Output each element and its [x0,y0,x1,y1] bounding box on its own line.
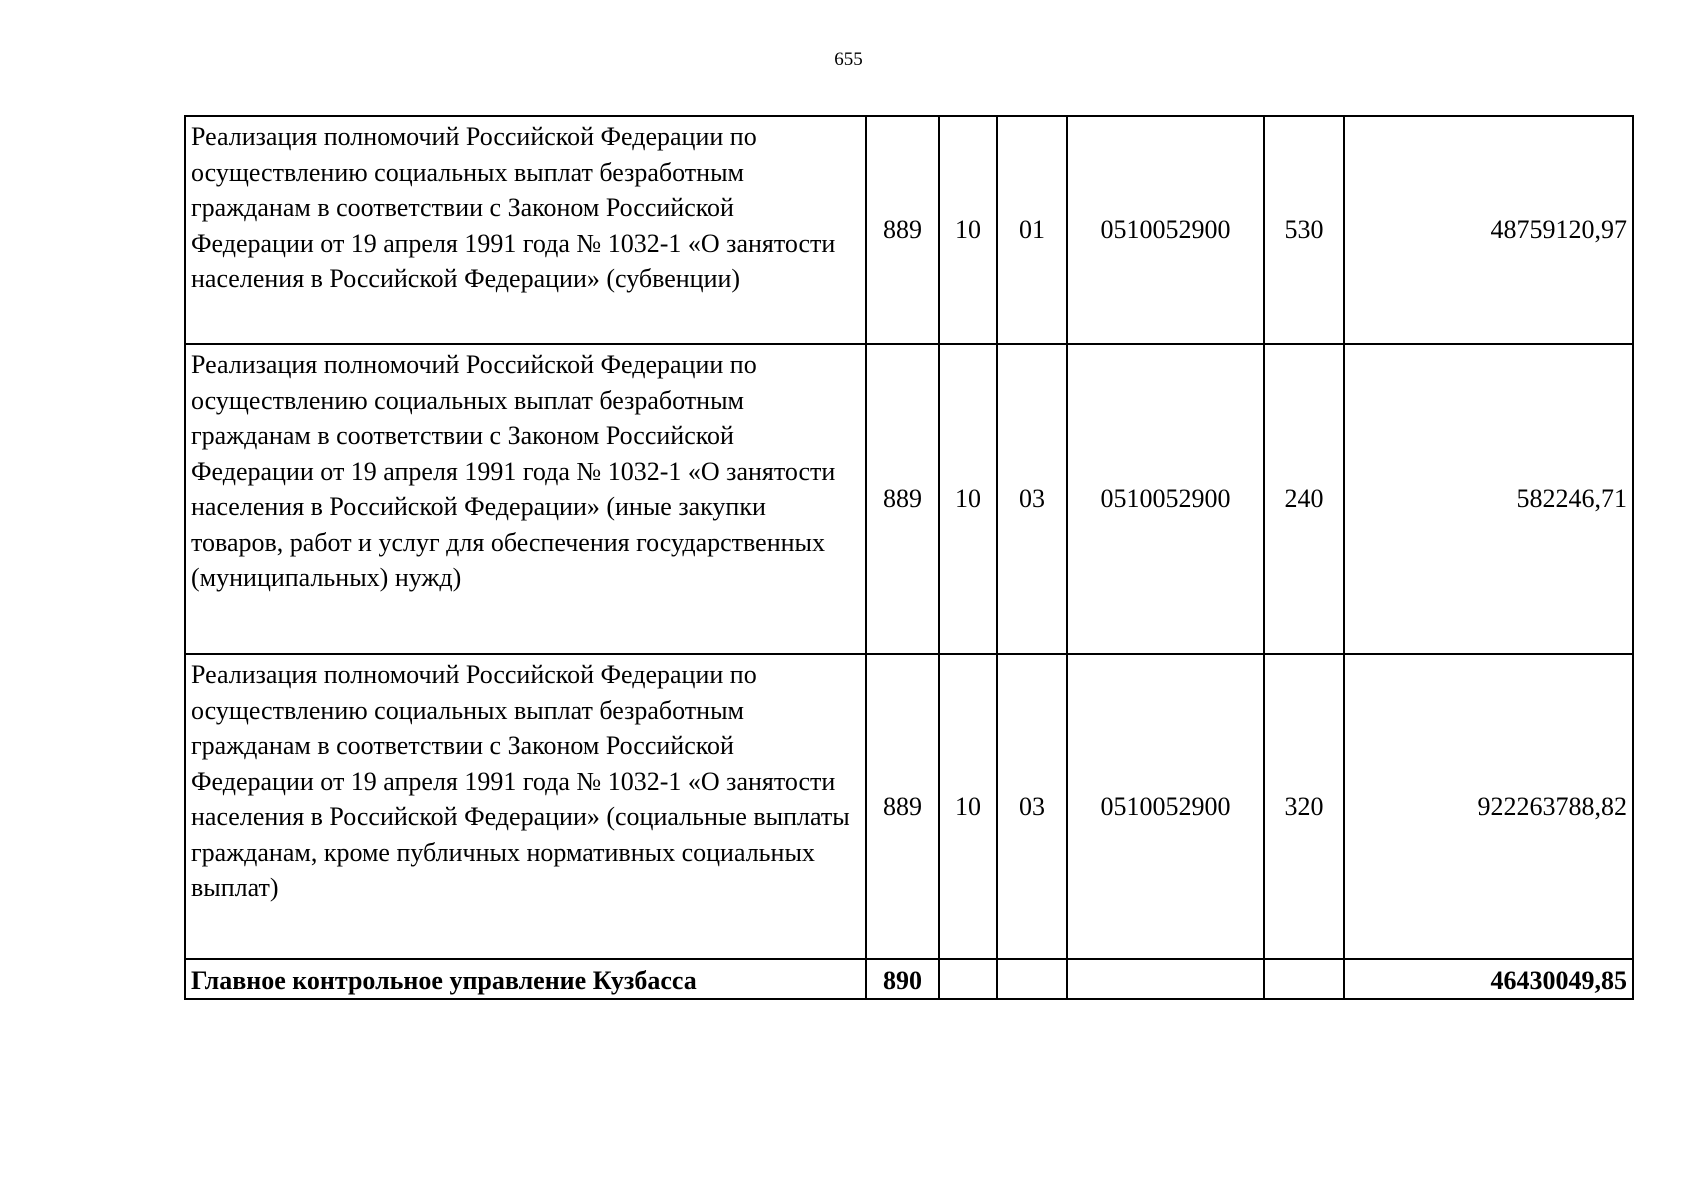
budget-table [184,115,1634,1000]
expense-type-code: 530 [1264,116,1344,344]
table-row [185,654,1633,959]
row-description: Реализация полномочий Российской Федерации по осуществлению социальных выплат безработным гражданам в соответствии с Законом Российской Федерации от 19 апреля 1991 года № 1032-1 «О занятости населения в Российской Федерации» (социальные выплаты гражданам, кроме публичных нормативных социальных выплат) [185,654,866,959]
target-article-code: 0510052900 [1067,116,1264,344]
section-code [939,959,997,999]
row-description: Реализация полномочий Российской Федерации по осуществлению социальных выплат безработным гражданам в соответствии с Законом Российской Федерации от 19 апреля 1991 года № 1032-1 «О занятости населения в Российской Федерации» (иные закупки товаров, работ и услуг для обеспечения государственных (муниципальных) нужд) [185,344,866,654]
amount: 922263788,82 [1344,654,1633,959]
ministry-code: 889 [866,344,939,654]
table-row-total [185,959,1633,999]
ministry-code: 889 [866,654,939,959]
target-article-code: 0510052900 [1067,344,1264,654]
subsection-code: 03 [997,344,1067,654]
subsection-code: 01 [997,116,1067,344]
row-description: Реализация полномочий Российской Федерации по осуществлению социальных выплат безработным гражданам в соответствии с Законом Российской Федерации от 19 апреля 1991 года № 1032-1 «О занятости населения в Российской Федерации» (субвенции) [185,116,866,344]
subsection-code: 03 [997,654,1067,959]
amount: 582246,71 [1344,344,1633,654]
target-article-code [1067,959,1264,999]
expense-type-code [1264,959,1344,999]
amount: 46430049,85 [1344,959,1633,999]
section-code: 10 [939,654,997,959]
subsection-code [997,959,1067,999]
table-row [185,116,1633,344]
page-number: 655 [834,49,863,70]
section-code: 10 [939,116,997,344]
target-article-code: 0510052900 [1067,654,1264,959]
amount: 48759120,97 [1344,116,1633,344]
ministry-code: 890 [866,959,939,999]
section-code: 10 [939,344,997,654]
table-row [185,344,1633,654]
expense-type-code: 320 [1264,654,1344,959]
expense-type-code: 240 [1264,344,1344,654]
ministry-code: 889 [866,116,939,344]
row-description: Главное контрольное управление Кузбасса [185,959,866,999]
